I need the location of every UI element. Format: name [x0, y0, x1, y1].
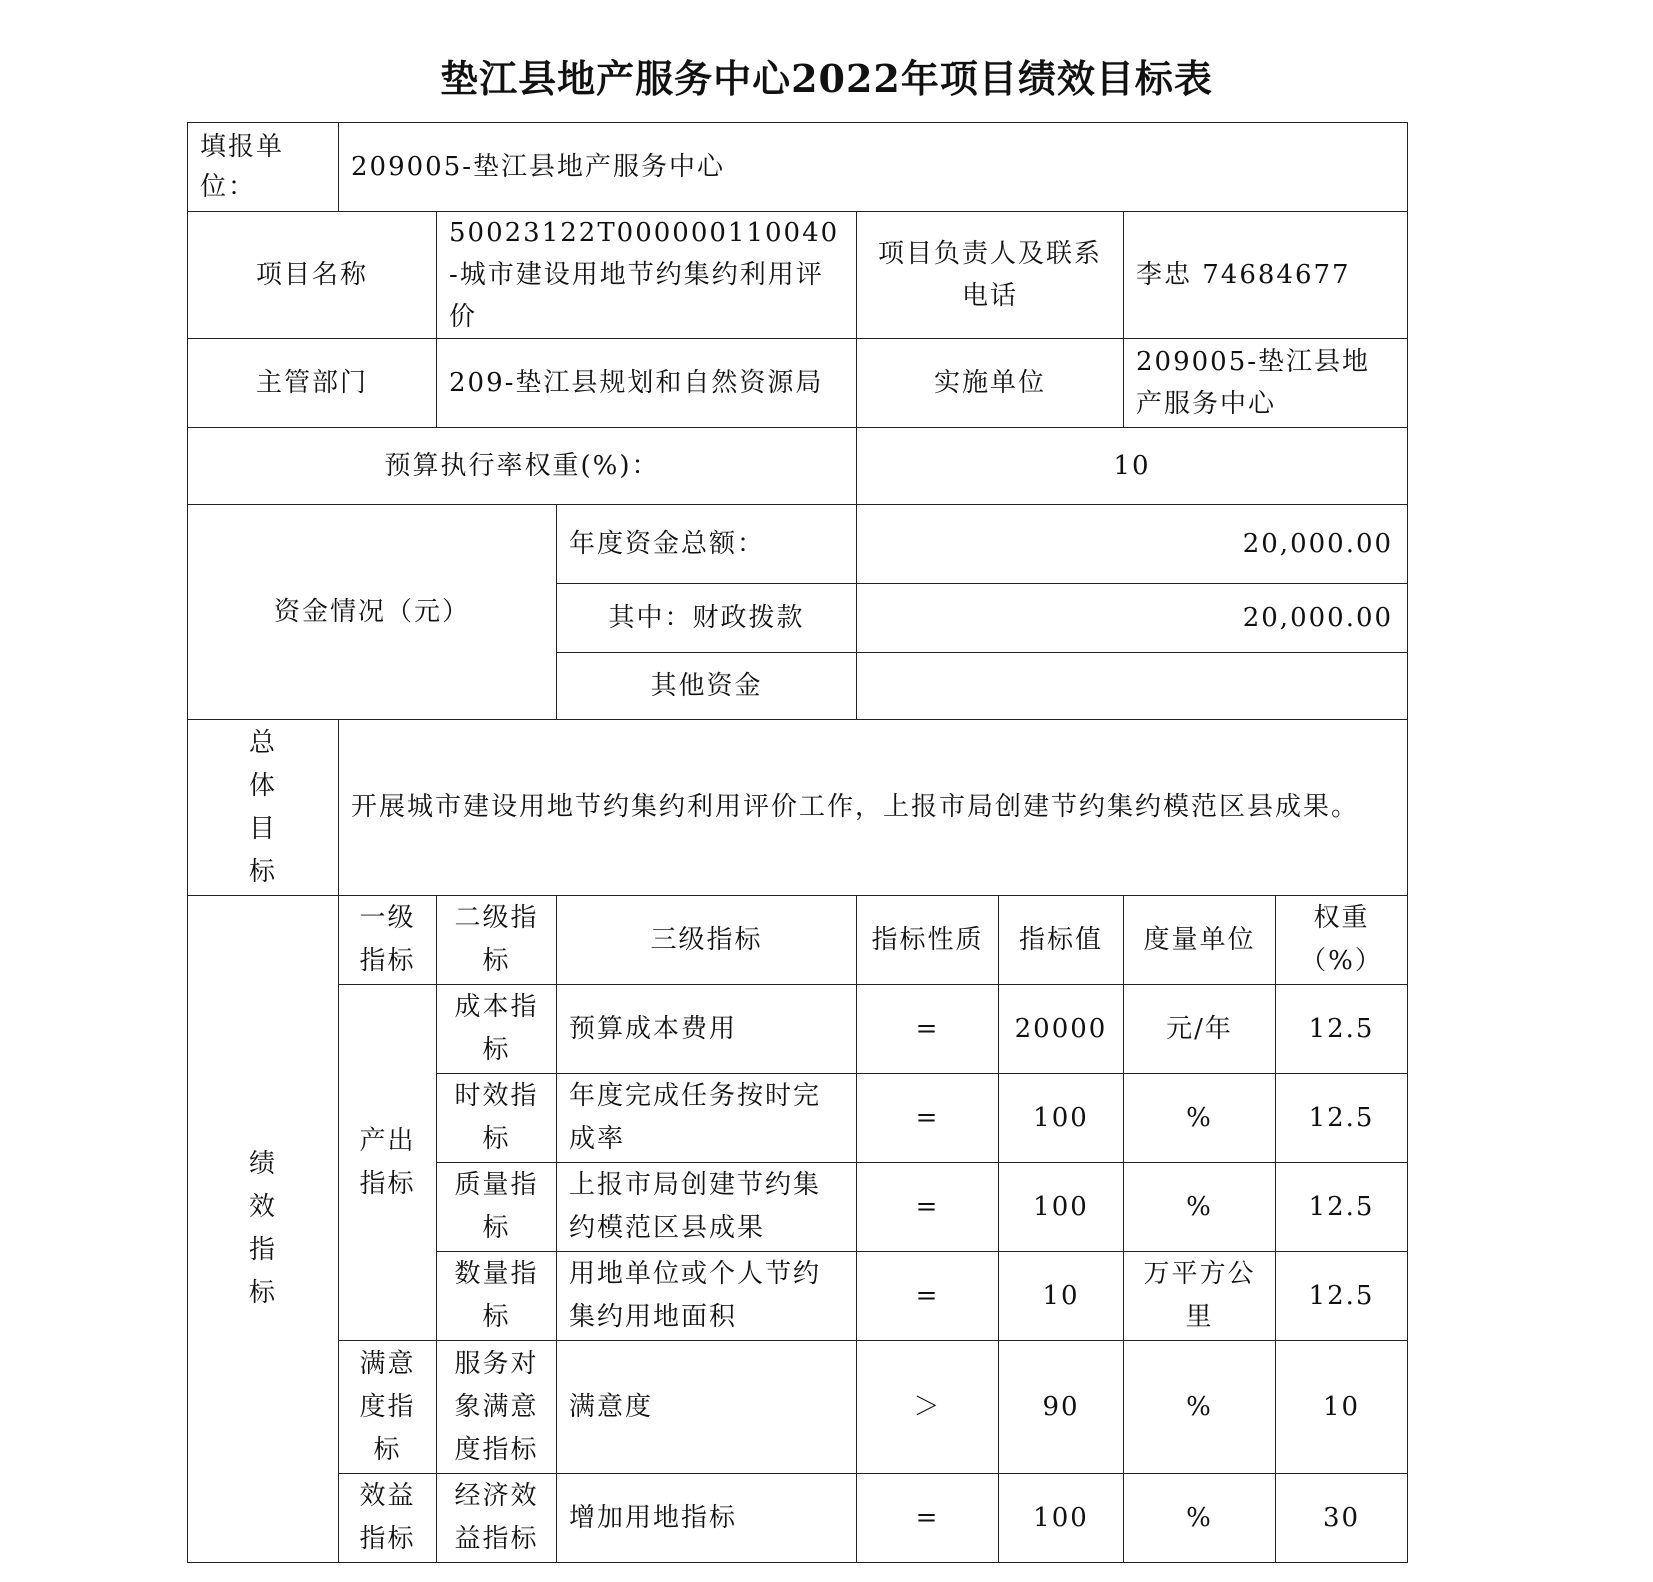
unit-cell: 元/年 [1124, 985, 1276, 1074]
nature-cell: = [857, 1074, 999, 1163]
header-level1: 一级指标 [339, 896, 437, 985]
table-row [188, 1341, 1408, 1474]
funds-fiscal-value: 20,000.00 [857, 584, 1408, 653]
nature-cell: ＞ [857, 1341, 999, 1474]
nature-cell: = [857, 1163, 999, 1252]
level3-cell: 年度完成任务按时完成率 [557, 1074, 857, 1163]
unit-cell: 万平方公里 [1124, 1252, 1276, 1341]
value-cell: 100 [999, 1163, 1124, 1252]
project-name-label: 项目名称 [188, 212, 437, 339]
table-row [188, 1474, 1408, 1563]
nature-cell: = [857, 1474, 999, 1563]
unit-cell: % [1124, 1474, 1276, 1563]
goal-label-char: 体 [248, 770, 277, 801]
funds-other-label: 其他资金 [557, 653, 857, 720]
funds-total-row [188, 505, 1408, 584]
header-weight: 权重（%） [1276, 896, 1408, 985]
funds-total-value: 20,000.00 [857, 505, 1408, 584]
weight-cell: 30 [1276, 1474, 1408, 1563]
dept-value: 209-垫江县规划和自然资源局 [437, 339, 857, 428]
perf-label-char: 标 [248, 1278, 277, 1308]
fill-unit-value: 209005-垫江县地产服务中心 [339, 123, 1408, 212]
weight-cell: 12.5 [1276, 1163, 1408, 1252]
level1-satisfaction: 满意度指标 [339, 1341, 437, 1474]
value-cell: 100 [999, 1474, 1124, 1563]
fill-unit-row [188, 123, 1408, 212]
unit-cell: % [1124, 1341, 1276, 1474]
funds-other-value [857, 653, 1408, 720]
level2-cell: 经济效益指标 [437, 1474, 557, 1563]
header-value: 指标值 [999, 896, 1124, 985]
page-title: 垫江县地产服务中心2022年项目绩效目标表 [440, 56, 1213, 101]
leader-value: 李忠 74684677 [1124, 212, 1408, 339]
fill-unit-label: 填报单位： [188, 123, 339, 212]
value-cell: 10 [999, 1252, 1124, 1341]
perf-label-char: 绩 [248, 1149, 277, 1179]
funds-total-label: 年度资金总额： [557, 505, 857, 584]
goal-label-char: 标 [248, 856, 277, 887]
performance-table [187, 122, 1408, 1563]
budget-rate-row [188, 428, 1408, 505]
nature-cell: = [857, 1252, 999, 1341]
goal-text: 开展城市建设用地节约集约利用评价工作，上报市局创建节约集约模范区县成果。 [339, 720, 1408, 896]
dept-row [188, 339, 1408, 428]
perf-label-char: 效 [248, 1192, 277, 1222]
impl-value: 209005-垫江县地产服务中心 [1124, 339, 1408, 428]
weight-cell: 10 [1276, 1341, 1408, 1474]
header-level2: 二级指标 [437, 896, 557, 985]
goal-label [188, 720, 339, 896]
weight-cell: 12.5 [1276, 1252, 1408, 1341]
budget-rate-value: 10 [857, 428, 1408, 505]
goal-label-char: 总 [248, 727, 277, 758]
value-cell: 100 [999, 1074, 1124, 1163]
perf-label-char: 指 [248, 1235, 277, 1265]
impl-label: 实施单位 [857, 339, 1124, 428]
level2-cell: 服务对象满意度指标 [437, 1341, 557, 1474]
budget-rate-label: 预算执行率权重(%)： [188, 428, 857, 505]
header-nature: 指标性质 [857, 896, 999, 985]
leader-label: 项目负责人及联系电话 [857, 212, 1124, 339]
level3-cell: 上报市局创建节约集约模范区县成果 [557, 1163, 857, 1252]
dept-label: 主管部门 [188, 339, 437, 428]
header-unit: 度量单位 [1124, 896, 1276, 985]
unit-cell: % [1124, 1163, 1276, 1252]
funds-label-text: 资金情况（元） [273, 596, 470, 627]
weight-cell: 12.5 [1276, 985, 1408, 1074]
nature-cell: = [857, 985, 999, 1074]
level2-cell: 时效指标 [437, 1074, 557, 1163]
level2-cell: 成本指标 [437, 985, 557, 1074]
goal-row [188, 720, 1408, 896]
goal-label-char: 目 [248, 813, 277, 844]
project-name-row [188, 212, 1408, 339]
value-cell: 20000 [999, 985, 1124, 1074]
funds-fiscal-label: 其中：财政拨款 [557, 584, 857, 653]
level2-cell: 质量指标 [437, 1163, 557, 1252]
level1-output: 产出指标 [339, 985, 437, 1341]
perf-label [188, 896, 339, 1563]
weight-cell: 12.5 [1276, 1074, 1408, 1163]
perf-header-row [188, 896, 1408, 985]
level2-cell: 数量指标 [437, 1252, 557, 1341]
level3-cell: 用地单位或个人节约集约用地面积 [557, 1252, 857, 1341]
level3-cell: 满意度 [557, 1341, 857, 1474]
header-level3: 三级指标 [557, 896, 857, 985]
project-name-value: 50023122T000000110040-城市建设用地节约集约利用评价 [437, 212, 857, 339]
unit-cell: % [1124, 1074, 1276, 1163]
level3-cell: 增加用地指标 [557, 1474, 857, 1563]
table-row [188, 985, 1408, 1074]
level3-cell: 预算成本费用 [557, 985, 857, 1074]
value-cell: 90 [999, 1341, 1124, 1474]
funds-label [188, 505, 557, 720]
level1-benefit: 效益指标 [339, 1474, 437, 1563]
